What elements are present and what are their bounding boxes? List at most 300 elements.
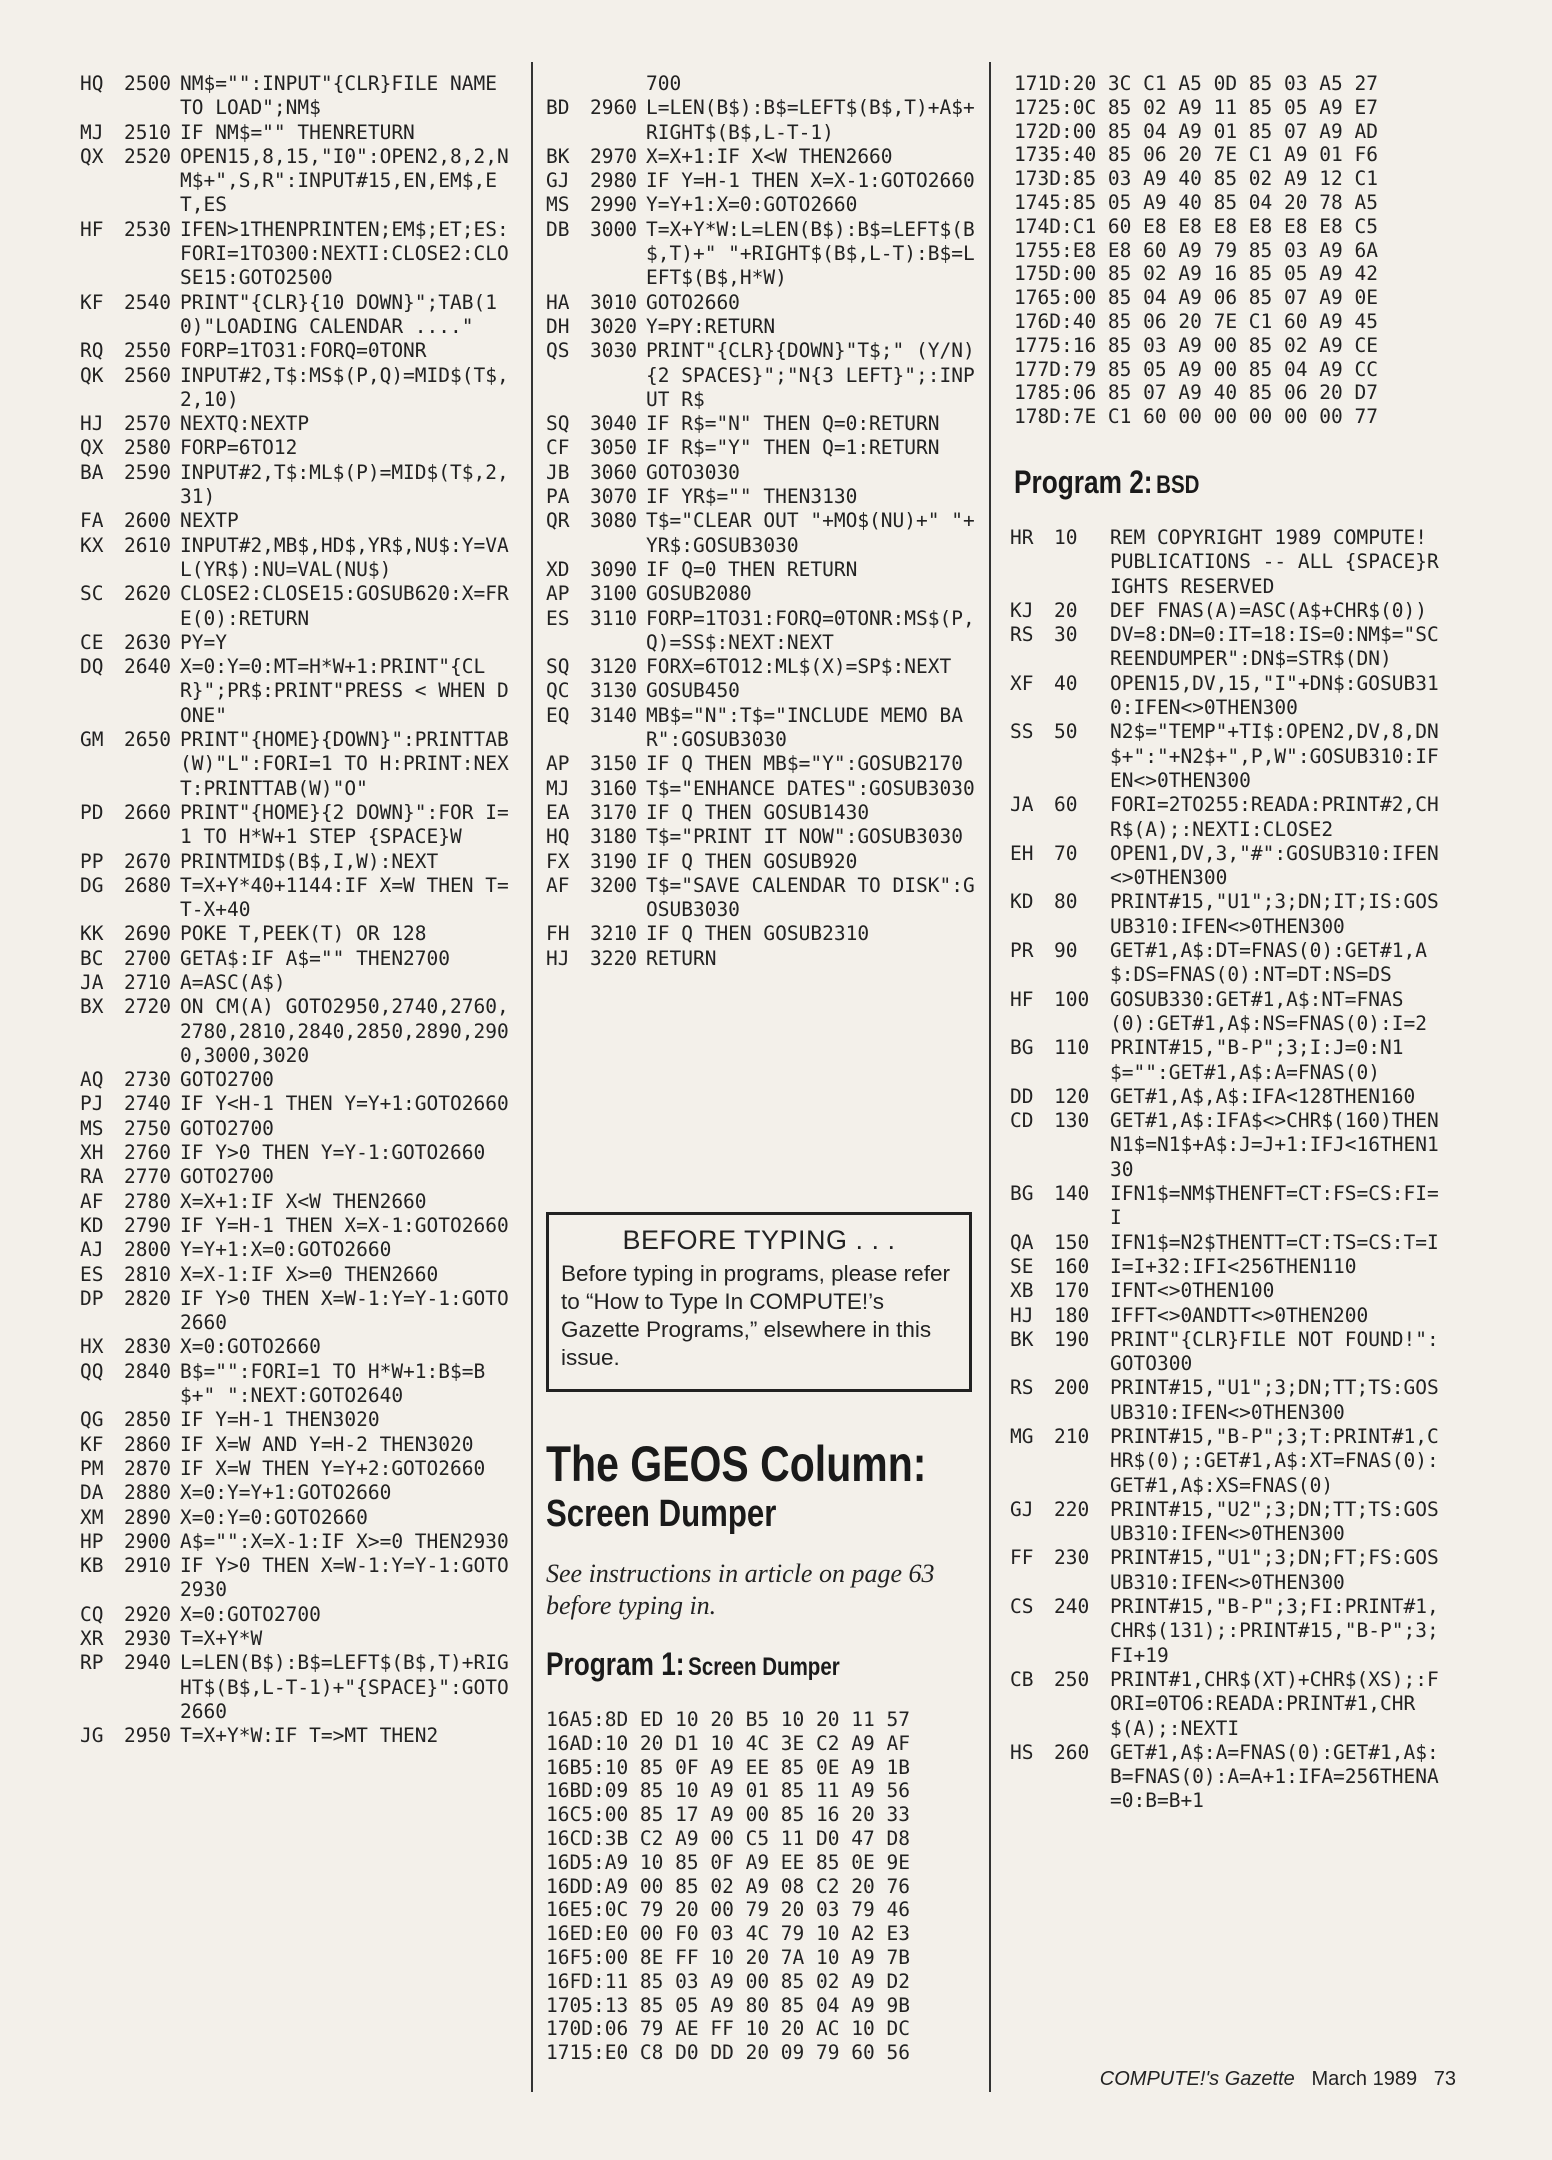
code-text: GOSUB2080 bbox=[646, 582, 752, 606]
code-text: IF Y>0 THEN Y=Y-1:GOTO2660 bbox=[180, 1141, 486, 1165]
code-text: IF Q=0 THEN RETURN bbox=[646, 557, 858, 581]
code-line bbox=[1010, 793, 1450, 842]
checksum: CF bbox=[546, 436, 570, 460]
code-line bbox=[1010, 1668, 1450, 1741]
checksum: BG bbox=[1010, 1036, 1034, 1060]
code-text: T$="PRINT IT NOW":GOSUB3030 bbox=[646, 825, 963, 849]
code-text: PRINT#15,"U1";3;DN;FT;FS:GOSUB310:IFEN<>0THEN300 bbox=[1110, 1546, 1439, 1594]
line-number: 3070 bbox=[590, 485, 637, 509]
hex-row: 170D:06 79 AE FF 10 20 AC 10 DC bbox=[546, 2017, 910, 2041]
code-text: IF Q THEN GOSUB920 bbox=[646, 849, 858, 873]
line-number: 2930 bbox=[124, 1627, 171, 1650]
code-line bbox=[1010, 1279, 1450, 1303]
line-number: 3030 bbox=[590, 339, 637, 363]
line-number: 2860 bbox=[124, 1432, 171, 1456]
line-number: 2680 bbox=[124, 873, 171, 897]
line-number: 130 bbox=[1054, 1109, 1090, 1133]
checksum: AQ bbox=[80, 1068, 104, 1092]
code-text: T=X+Y*W bbox=[180, 1627, 263, 1650]
code-line bbox=[1010, 842, 1450, 891]
checksum: AF bbox=[546, 873, 570, 897]
code-line bbox=[80, 1190, 520, 1214]
line-number: 100 bbox=[1054, 987, 1090, 1011]
checksum: HJ bbox=[80, 412, 104, 436]
code-text: IF Q THEN MB$="Y":GOSUB2170 bbox=[646, 752, 963, 776]
checksum: DA bbox=[80, 1481, 104, 1505]
hex-row: 1765:00 85 04 A9 06 85 07 A9 0E bbox=[1014, 286, 1378, 310]
checksum: HR bbox=[1010, 526, 1034, 549]
code-line bbox=[80, 1481, 520, 1505]
code-line bbox=[1010, 1255, 1450, 1279]
line-number: 3060 bbox=[590, 460, 637, 484]
checksum: QC bbox=[546, 679, 570, 703]
line-number: 2530 bbox=[124, 217, 171, 241]
checksum: RQ bbox=[80, 339, 104, 363]
code-line bbox=[1010, 1328, 1450, 1377]
code-text: PRINT#1,CHR$(XT)+CHR$(XS);:FORI=0TO6:READA:PRINT#1,CHR$(A);:NEXTI bbox=[1110, 1667, 1439, 1740]
line-number: 3190 bbox=[590, 849, 637, 873]
code-text: OPEN15,DV,15,"I"+DN$:GOSUB310:IFEN<>0THEN300 bbox=[1110, 671, 1439, 720]
code-text: GOSUB450 bbox=[646, 679, 740, 703]
checksum: AJ bbox=[80, 1238, 104, 1262]
code-line bbox=[546, 850, 980, 874]
code-text: GOTO2700 bbox=[180, 1068, 274, 1092]
line-number: 2690 bbox=[124, 922, 171, 946]
code-text: IF R$="Y" THEN Q=1:RETURN bbox=[646, 436, 940, 460]
hex-row: 176D:40 85 06 20 7E C1 60 A9 45 bbox=[1014, 309, 1378, 333]
program-1-name: Screen Dumper bbox=[688, 1653, 840, 1681]
checksum: HQ bbox=[80, 72, 104, 95]
checksum: KD bbox=[80, 1213, 104, 1237]
code-line bbox=[80, 1263, 520, 1287]
code-line bbox=[80, 922, 520, 946]
line-number: 2990 bbox=[590, 193, 637, 217]
code-line bbox=[546, 922, 980, 946]
code-line bbox=[80, 436, 520, 460]
checksum: PJ bbox=[80, 1092, 104, 1116]
line-number: 3130 bbox=[590, 679, 637, 703]
code-text: DV=8:DN=0:IT=18:IS=0:NM$="SCREENDUMPER":DN$=STR$(DN) bbox=[1110, 623, 1439, 671]
code-line bbox=[80, 509, 520, 533]
checksum: BA bbox=[80, 460, 104, 484]
line-number: 3080 bbox=[590, 509, 637, 533]
code-line bbox=[546, 412, 980, 436]
line-number: 2940 bbox=[124, 1651, 171, 1675]
line-number: 90 bbox=[1054, 939, 1078, 963]
code-text: IFNT<>0THEN100 bbox=[1110, 1279, 1275, 1303]
article-title bbox=[546, 1436, 986, 1536]
code-line bbox=[546, 558, 980, 582]
line-number: 2580 bbox=[124, 436, 171, 460]
code-text: N2$="TEMP"+TI$:OPEN2,DV,8,DN$+":"+N2$+",P,W":GOSUB310:IFEN<>0THEN300 bbox=[1110, 720, 1439, 792]
code-text: IFN1$=NM$THENFT=CT:FS=CS:FI=I bbox=[1110, 1182, 1439, 1230]
before-typing-body: Before typing in programs, please refer to “How to Type In COMPUTE!’s Gazette Programs,” elsewhere in this issue. bbox=[561, 1261, 950, 1370]
line-number: 2550 bbox=[124, 339, 171, 363]
code-line bbox=[1010, 1376, 1450, 1425]
checksum: HP bbox=[80, 1529, 104, 1553]
code-line bbox=[80, 1408, 520, 1432]
checksum: DD bbox=[1010, 1084, 1034, 1108]
code-text: PRINT#15,"B-P";3;I:J=0:N1$="":GET#1,A$:A=FNAS(0) bbox=[1110, 1036, 1404, 1084]
code-text: PRINT"{HOME}{DOWN}":PRINTTAB(W)"L":FORI=1 TO H:PRINT:NEXT:PRINTTAB(W)"O" bbox=[180, 728, 509, 800]
column-divider bbox=[531, 62, 533, 2092]
line-number: 2600 bbox=[124, 509, 171, 533]
code-text: GET#1,A$:IFA$<>CHR$(160)THENN1$=N1$+A$:J=J+1:IFJ<16THEN130 bbox=[1110, 1109, 1439, 1181]
checksum: CB bbox=[1010, 1667, 1034, 1691]
hex-row: 1715:E0 C8 D0 DD 20 09 79 60 56 bbox=[546, 2041, 910, 2065]
code-text: FORP=1TO31:FORQ=0TONR bbox=[180, 339, 427, 363]
checksum: AP bbox=[546, 582, 570, 606]
checksum: FX bbox=[546, 849, 570, 873]
program-1-hex-listing bbox=[546, 1708, 910, 2065]
code-text: IFN1$=N2$THENTT=CT:TS=CS:T=I bbox=[1110, 1230, 1439, 1254]
checksum: BC bbox=[80, 946, 104, 970]
line-number: 2950 bbox=[124, 1724, 171, 1748]
program-2-heading bbox=[1014, 464, 1199, 501]
code-text: X=0:GOTO2700 bbox=[180, 1602, 321, 1626]
checksum: DP bbox=[80, 1286, 104, 1310]
hex-row: 178D:7E C1 60 00 00 00 00 00 77 bbox=[1014, 405, 1378, 429]
checksum: BD bbox=[546, 96, 570, 120]
code-text: IF Y>0 THEN X=W-1:Y=Y-1:GOTO2930 bbox=[180, 1554, 509, 1602]
line-number: 260 bbox=[1054, 1740, 1090, 1764]
checksum: PD bbox=[80, 800, 104, 824]
code-line bbox=[1010, 599, 1450, 623]
checksum: MJ bbox=[80, 120, 104, 144]
hex-row: 16CD:3B C2 A9 00 C5 11 D0 47 D8 bbox=[546, 1826, 910, 1850]
code-line bbox=[80, 1651, 520, 1724]
line-number: 2510 bbox=[124, 120, 171, 144]
code-line bbox=[80, 631, 520, 655]
code-text: PRINT#15,"B-P";3;FI:PRINT#1,CHR$(131);:PRINT#15,"B-P";3;FI+19 bbox=[1110, 1595, 1439, 1667]
checksum: XB bbox=[1010, 1279, 1034, 1303]
checksum: HS bbox=[1010, 1740, 1034, 1764]
line-number: 2520 bbox=[124, 144, 171, 168]
checksum: DH bbox=[546, 314, 570, 338]
code-line bbox=[80, 1092, 520, 1116]
code-text: X=X+1:IF X<W THEN2660 bbox=[180, 1189, 427, 1213]
code-line bbox=[546, 315, 980, 339]
line-number: 70 bbox=[1054, 841, 1078, 865]
hex-row: 1735:40 85 06 20 7E C1 A9 01 F6 bbox=[1014, 143, 1378, 167]
code-line bbox=[1010, 623, 1450, 672]
checksum: JA bbox=[1010, 793, 1034, 817]
article-title-main: The GEOS Column: bbox=[546, 1436, 927, 1492]
code-line bbox=[80, 728, 520, 801]
line-number: 2840 bbox=[124, 1359, 171, 1383]
hex-row: 1785:06 85 07 A9 40 85 06 20 D7 bbox=[1014, 381, 1378, 405]
code-text: X=X+1:IF X<W THEN2660 bbox=[646, 144, 893, 168]
checksum: EA bbox=[546, 800, 570, 824]
line-number: 2700 bbox=[124, 946, 171, 970]
checksum: QG bbox=[80, 1408, 104, 1432]
code-line bbox=[80, 995, 520, 1068]
code-text: PRINTMID$(B$,I,W):NEXT bbox=[180, 849, 439, 873]
code-line bbox=[80, 461, 520, 510]
code-text: PRINT"{HOME}{2 DOWN}":FOR I=1 TO H*W+1 STEP {SPACE}W bbox=[180, 800, 509, 849]
line-number: 80 bbox=[1054, 890, 1078, 914]
code-text: POKE T,PEEK(T) OR 128 bbox=[180, 922, 427, 946]
code-text: IF X=W THEN Y=Y+2:GOTO2660 bbox=[180, 1456, 486, 1480]
checksum bbox=[546, 72, 590, 96]
code-text: IF Y=H-1 THEN X=X-1:GOTO2660 bbox=[646, 169, 975, 193]
code-line bbox=[546, 72, 980, 96]
line-number: 2720 bbox=[124, 995, 171, 1019]
checksum: BK bbox=[546, 144, 570, 168]
code-line bbox=[546, 218, 980, 291]
line-number: 2820 bbox=[124, 1286, 171, 1310]
code-line bbox=[546, 461, 980, 485]
code-line bbox=[546, 339, 980, 412]
listing-column-1 bbox=[80, 72, 520, 1748]
line-number: 2890 bbox=[124, 1505, 171, 1529]
code-text: GET#1,A$,A$:IFA<128THEN160 bbox=[1110, 1084, 1416, 1108]
line-number: 2540 bbox=[124, 290, 171, 314]
hex-row: 16D5:A9 10 85 0F A9 EE 85 0E 9E bbox=[546, 1850, 910, 1874]
code-line bbox=[80, 1627, 520, 1651]
code-text: INPUT#2,T$:MS$(P,Q)=MID$(T$,2,10) bbox=[180, 363, 509, 411]
line-number: 40 bbox=[1054, 671, 1078, 695]
hex-row: 16DD:A9 00 85 02 A9 08 C2 20 76 bbox=[546, 1874, 910, 1898]
checksum: CS bbox=[1010, 1595, 1034, 1619]
code-text: T=X+Y*40+1144:IF X=W THEN T=T-X+40 bbox=[180, 873, 509, 922]
checksum: ES bbox=[80, 1262, 104, 1286]
checksum: EQ bbox=[546, 703, 570, 727]
line-number: 3090 bbox=[590, 557, 637, 581]
code-line bbox=[1010, 1546, 1450, 1595]
checksum: HF bbox=[1010, 987, 1034, 1011]
code-line bbox=[80, 339, 520, 363]
code-line bbox=[546, 607, 980, 656]
code-line bbox=[80, 412, 520, 436]
hex-row: 174D:C1 60 E8 E8 E8 E8 E8 E8 C5 bbox=[1014, 214, 1378, 238]
code-text: T$="CLEAR OUT "+MO$(NU)+" "+YR$:GOSUB3030 bbox=[646, 509, 975, 557]
checksum: KF bbox=[80, 290, 104, 314]
code-line bbox=[80, 1238, 520, 1262]
line-number: 2970 bbox=[590, 144, 637, 168]
code-text: GET#1,A$:A=FNAS(0):GET#1,A$:B=FNAS(0):A=A+1:IFA=256THENA=0:B=B+1 bbox=[1110, 1740, 1439, 1813]
code-text: PRINT#15,"U1";3;DN;TT;TS:GOSUB310:IFEN<>0THEN300 bbox=[1110, 1376, 1439, 1424]
code-text: IF NM$="" THENRETURN bbox=[180, 120, 415, 144]
checksum: QX bbox=[80, 436, 104, 460]
line-number: 2870 bbox=[124, 1456, 171, 1480]
checksum: CQ bbox=[80, 1602, 104, 1626]
checksum: ES bbox=[546, 606, 570, 630]
code-line bbox=[546, 291, 980, 315]
checksum: KX bbox=[80, 533, 104, 557]
article-subtitle: Screen Dumper bbox=[546, 1493, 777, 1535]
hex-row: 171D:20 3C C1 A5 0D 85 03 A5 27 bbox=[1014, 72, 1378, 95]
checksum: FA bbox=[80, 509, 104, 533]
code-text: X=X-1:IF X>=0 THEN2660 bbox=[180, 1262, 439, 1286]
checksum: GJ bbox=[1010, 1497, 1034, 1521]
code-line bbox=[546, 485, 980, 509]
code-text: RETURN bbox=[646, 946, 717, 970]
code-text: FORX=6TO12:ML$(X)=SP$:NEXT bbox=[646, 655, 952, 679]
code-text: IF YR$="" THEN3130 bbox=[646, 485, 858, 509]
line-number: 3020 bbox=[590, 314, 637, 338]
code-text: INPUT#2,MB$,HD$,YR$,NU$:Y=VAL(YR$):NU=VAL(NU$) bbox=[180, 533, 509, 581]
checksum: CD bbox=[1010, 1109, 1034, 1133]
checksum: QX bbox=[80, 144, 104, 168]
code-text: X=0:Y=0:GOTO2660 bbox=[180, 1505, 368, 1529]
code-line bbox=[80, 364, 520, 413]
code-text: PRINT#15,"B-P";3;T:PRINT#1,CHR$(0);:GET#1,A$:XT=FNAS(0):GET#1,A$:XS=FNAS(0) bbox=[1110, 1424, 1439, 1497]
hex-row: 16BD:09 85 10 A9 01 85 11 A9 56 bbox=[546, 1779, 910, 1803]
checksum: RS bbox=[1010, 623, 1034, 647]
code-line bbox=[80, 1506, 520, 1530]
code-text: GETA$:IF A$="" THEN2700 bbox=[180, 946, 451, 970]
line-number: 2710 bbox=[124, 970, 171, 994]
line-number: 3180 bbox=[590, 825, 637, 849]
program-2-label: Program 2: bbox=[1014, 464, 1153, 500]
code-line bbox=[80, 534, 520, 583]
line-number: 140 bbox=[1054, 1182, 1090, 1206]
code-text: 700 bbox=[646, 72, 682, 95]
line-number: 3150 bbox=[590, 752, 637, 776]
line-number: 3010 bbox=[590, 290, 637, 314]
code-text: L=LEN(B$):B$=LEFT$(B$,T)+A$+RIGHT$(B$,L-T-1) bbox=[646, 96, 975, 144]
code-text: GOTO2700 bbox=[180, 1116, 274, 1140]
checksum: KF bbox=[80, 1432, 104, 1456]
line-number: 2790 bbox=[124, 1213, 171, 1237]
code-text: X=0:Y=Y+1:GOTO2660 bbox=[180, 1481, 392, 1505]
hex-row: 16F5:00 8E FF 10 20 7A 10 A9 7B bbox=[546, 1945, 910, 1969]
code-text: PRINT"{CLR}{10 DOWN}";TAB(10)"LOADING CALENDAR ...." bbox=[180, 290, 497, 338]
code-line bbox=[80, 850, 520, 874]
line-number: 170 bbox=[1054, 1279, 1090, 1303]
page-footer bbox=[1100, 2068, 1456, 2091]
line-number: 3140 bbox=[590, 703, 637, 727]
code-line bbox=[546, 704, 980, 753]
line-number: 2670 bbox=[124, 849, 171, 873]
code-line bbox=[80, 1554, 520, 1603]
code-text: GOTO2700 bbox=[180, 1165, 274, 1189]
code-line bbox=[546, 509, 980, 558]
program-1-heading bbox=[546, 1646, 840, 1683]
checksum: GM bbox=[80, 728, 104, 752]
line-number: 2570 bbox=[124, 412, 171, 436]
code-text: Y=Y+1:X=0:GOTO2660 bbox=[180, 1238, 392, 1262]
line-number: 250 bbox=[1054, 1667, 1090, 1691]
hex-row: 16FD:11 85 03 A9 00 85 02 A9 D2 bbox=[546, 1969, 910, 1993]
line-number: 30 bbox=[1054, 623, 1078, 647]
line-number: 150 bbox=[1054, 1230, 1090, 1254]
code-line bbox=[1010, 1085, 1450, 1109]
line-number: 2900 bbox=[124, 1529, 171, 1553]
code-line bbox=[80, 1214, 520, 1238]
line-number: 110 bbox=[1054, 1036, 1090, 1060]
footer-magazine: COMPUTE!'s Gazette bbox=[1099, 2068, 1295, 2090]
code-line bbox=[546, 679, 980, 703]
code-text: PRINT#15,"U1";3;DN;IT;IS:GOSUB310:IFEN<>0THEN300 bbox=[1110, 890, 1439, 938]
code-line bbox=[80, 1530, 520, 1554]
line-number: 3160 bbox=[590, 776, 637, 800]
code-line bbox=[80, 218, 520, 291]
hex-row: 177D:79 85 05 A9 00 85 04 A9 CC bbox=[1014, 357, 1378, 381]
code-line bbox=[80, 1068, 520, 1092]
code-line bbox=[80, 874, 520, 923]
code-text: T$="SAVE CALENDAR TO DISK":GOSUB3030 bbox=[646, 873, 975, 922]
code-line bbox=[546, 96, 980, 145]
code-text: DEF FNAS(A)=ASC(A$+CHR$(0)) bbox=[1110, 598, 1427, 622]
checksum: HF bbox=[80, 217, 104, 241]
line-number: 210 bbox=[1054, 1424, 1090, 1448]
line-number: 2630 bbox=[124, 630, 171, 654]
line-number: 20 bbox=[1054, 598, 1078, 622]
program-1-hex-listing-continued bbox=[1014, 72, 1378, 429]
code-line bbox=[80, 1360, 520, 1409]
line-number: 2610 bbox=[124, 533, 171, 557]
line-number: 3200 bbox=[590, 873, 637, 897]
code-text: A=ASC(A$) bbox=[180, 970, 286, 994]
line-number: 160 bbox=[1054, 1254, 1090, 1278]
code-text: GET#1,A$:DT=FNAS(0):GET#1,A$:DS=FNAS(0):NT=DT:NS=DS bbox=[1110, 939, 1427, 987]
code-line bbox=[80, 655, 520, 728]
checksum: JA bbox=[80, 970, 104, 994]
code-line bbox=[80, 1724, 520, 1748]
code-text: IF R$="N" THEN Q=0:RETURN bbox=[646, 412, 940, 436]
line-number: 2750 bbox=[124, 1116, 171, 1140]
line-number: 2650 bbox=[124, 728, 171, 752]
code-text: X=0:GOTO2660 bbox=[180, 1335, 321, 1359]
code-text: Y=Y+1:X=0:GOTO2660 bbox=[646, 193, 858, 217]
line-number: 2770 bbox=[124, 1165, 171, 1189]
code-text: NM$="":INPUT"{CLR}FILE NAME TO LOAD";NM$ bbox=[180, 72, 509, 120]
checksum: XM bbox=[80, 1505, 104, 1529]
checksum: BK bbox=[1010, 1327, 1034, 1351]
line-number: 3210 bbox=[590, 922, 637, 946]
checksum: PR bbox=[1010, 939, 1034, 963]
code-line bbox=[546, 436, 980, 460]
code-text: PRINT"{CLR}FILE NOT FOUND!":GOTO300 bbox=[1110, 1327, 1439, 1376]
line-number: 180 bbox=[1054, 1303, 1090, 1327]
code-text: IF Q THEN GOSUB2310 bbox=[646, 922, 870, 946]
code-text: X=0:Y=0:MT=H*W+1:PRINT"{CLR}";PR$:PRINT"PRESS < WHEN DONE" bbox=[180, 655, 509, 727]
hex-row: 172D:00 85 04 A9 01 85 07 A9 AD bbox=[1014, 119, 1378, 143]
code-line bbox=[546, 169, 980, 193]
code-line bbox=[80, 291, 520, 340]
article-intro: See instructions in article on page 63 before typing in. bbox=[546, 1559, 935, 1620]
code-text: REM COPYRIGHT 1989 COMPUTE! PUBLICATIONS -- ALL {SPACE}RIGHTS RESERVED bbox=[1110, 526, 1439, 598]
checksum: XF bbox=[1010, 671, 1034, 695]
code-line bbox=[546, 145, 980, 169]
line-number: 3120 bbox=[590, 655, 637, 679]
checksum: FF bbox=[1010, 1546, 1034, 1570]
checksum: QK bbox=[80, 363, 104, 387]
code-text: MB$="N":T$="INCLUDE MEMO BAR":GOSUB3030 bbox=[646, 703, 963, 752]
checksum: PM bbox=[80, 1456, 104, 1480]
hex-row: 16A5:8D ED 10 20 B5 10 20 11 57 bbox=[546, 1708, 910, 1731]
code-text: L=LEN(B$):B$=LEFT$(B$,T)+RIGHT$(B$,L-T-1)+"{SPACE}":GOTO2660 bbox=[180, 1651, 509, 1723]
code-text: PRINT#15,"U2";3;DN;TT;TS:GOSUB310:IFEN<>0THEN300 bbox=[1110, 1497, 1439, 1546]
checksum: QA bbox=[1010, 1230, 1034, 1254]
code-line bbox=[1010, 1109, 1450, 1182]
checksum: DG bbox=[80, 873, 104, 897]
code-line bbox=[1010, 1036, 1450, 1085]
code-line bbox=[1010, 526, 1450, 599]
code-line bbox=[546, 752, 980, 776]
before-typing-box bbox=[546, 1212, 972, 1392]
code-text: OPEN15,8,15,"I0":OPEN2,8,2,NM$+",S,R":INPUT#15,EN,EM$,ET,ES bbox=[180, 144, 509, 217]
code-line bbox=[546, 582, 980, 606]
line-number: 120 bbox=[1054, 1084, 1090, 1108]
code-text: OPEN1,DV,3,"#":GOSUB310:IFEN<>0THEN300 bbox=[1110, 841, 1439, 890]
code-line bbox=[1010, 1498, 1450, 1547]
code-line bbox=[80, 1141, 520, 1165]
line-number: 2560 bbox=[124, 363, 171, 387]
code-line bbox=[1010, 1182, 1450, 1231]
